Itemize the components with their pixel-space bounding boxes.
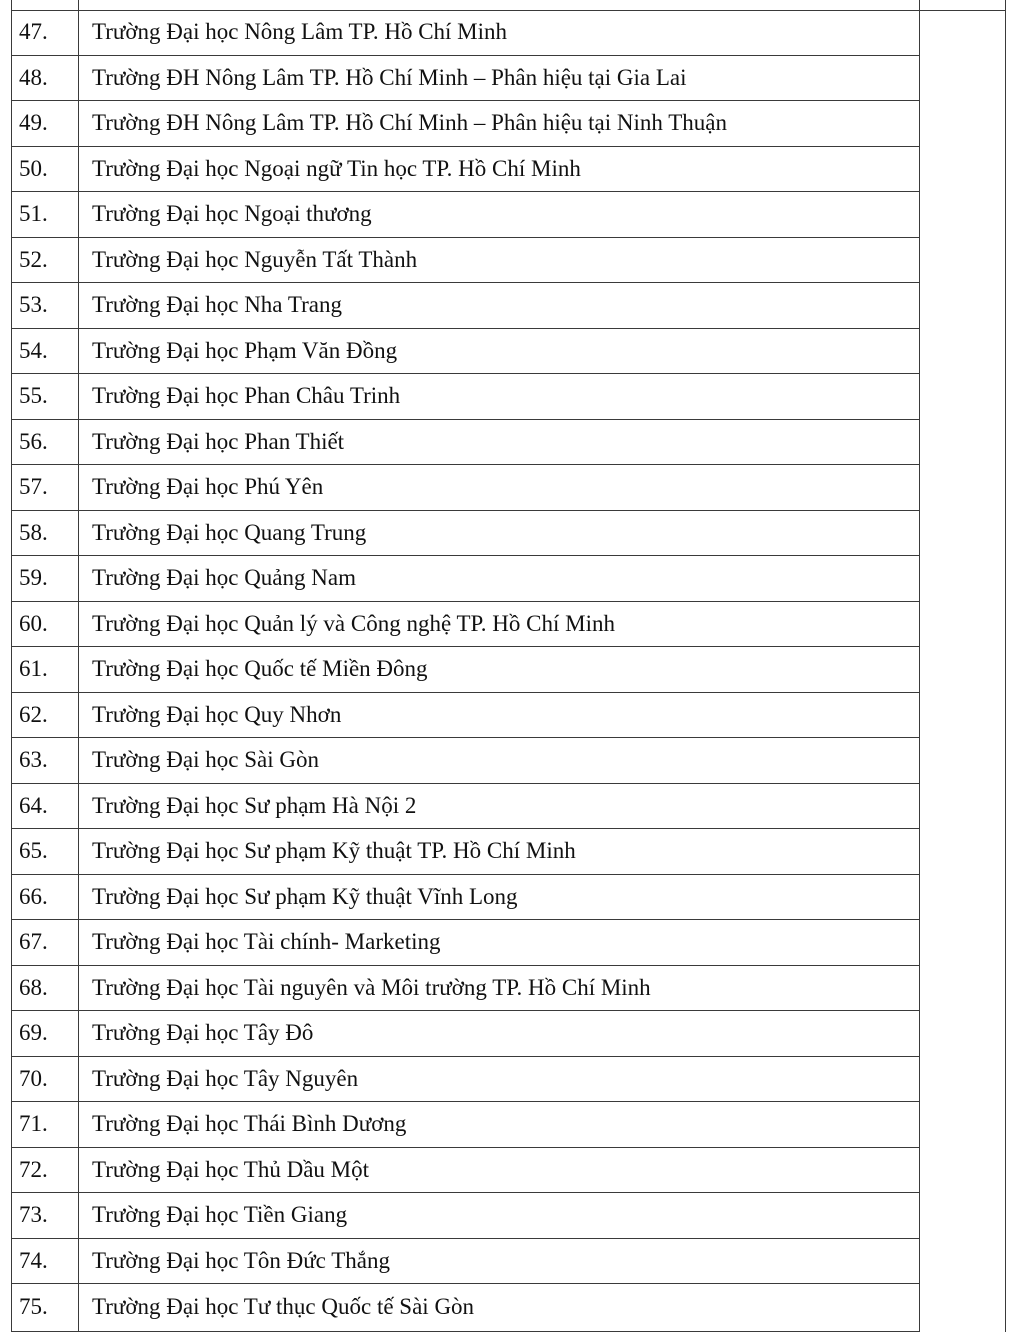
row-number: 72. (19, 1156, 48, 1182)
university-name: Trường Đại học Ngoại thương (92, 201, 372, 227)
university-name: Trường Đại học Tài nguyên và Môi trường TP. Hồ Chí Minh (92, 974, 651, 1000)
university-name: Trường Đại học Quang Trung (92, 519, 367, 545)
row-number: 55. (19, 383, 48, 409)
table-row (11, 238, 920, 284)
row-number: 54. (19, 337, 48, 363)
table-row (11, 829, 920, 875)
university-name: Trường Đại học Nha Trang (92, 292, 342, 318)
university-name: Trường Đại học Sư phạm Kỹ thuật Vĩnh Long (92, 883, 518, 909)
row-number: 71. (19, 1111, 48, 1137)
row-number: 57. (19, 474, 48, 500)
table-row (11, 101, 920, 147)
row-number: 61. (19, 656, 48, 682)
university-name: Trường ĐH Nông Lâm TP. Hồ Chí Minh – Phân hiệu tại Gia Lai (78, 56, 920, 101)
row-number: 53. (19, 292, 48, 318)
row-number: 65. (19, 838, 48, 864)
table-row (11, 56, 920, 102)
table-row (11, 1102, 920, 1148)
university-name: Trường Đại học Tiền Giang (92, 1202, 348, 1228)
table-row (11, 329, 920, 375)
university-name: Trường Đại học Phan Thiết (92, 428, 345, 454)
table-bottom-border (11, 1331, 920, 1332)
table-row (11, 374, 920, 420)
table-row (11, 1193, 920, 1239)
table-row (11, 738, 920, 784)
row-number: 67. (19, 929, 48, 955)
university-name: Trường Đại học Nguyễn Tất Thành (92, 246, 418, 272)
university-name: Trường Đại học Thái Bình Dương (92, 1111, 407, 1137)
university-name: Trường Đại học Phú Yên (92, 474, 324, 500)
table-row (11, 147, 920, 193)
row-number: 64. (19, 792, 48, 818)
table-row (11, 1011, 920, 1057)
table-row (11, 784, 920, 830)
table-row (11, 511, 920, 557)
university-name: Trường Đại học Sài Gòn (92, 747, 319, 773)
table-row (11, 1239, 920, 1285)
row-number: 74. (19, 1247, 48, 1273)
row-number: 50. (19, 155, 48, 181)
table-row (11, 966, 920, 1012)
university-name: Trường Đại học Tây Đô (92, 1020, 314, 1046)
university-name: Trường Đại học Phan Châu Trinh (92, 383, 401, 409)
row-number: 56. (19, 428, 48, 454)
university-name: Trường Đại học Tây Nguyên (92, 1065, 359, 1091)
row-number: 70. (19, 1065, 48, 1091)
row-number: 63. (19, 747, 48, 773)
table-row (11, 465, 920, 511)
row-number: 66. (19, 883, 48, 909)
university-name: Trường Đại học Tài chính- Marketing (92, 929, 441, 955)
university-name: Trường Đại học Quảng Nam (92, 565, 356, 591)
row-number: 69. (19, 1020, 48, 1046)
table-row (11, 647, 920, 693)
table-right-border (1005, 0, 1006, 1332)
row-number: 59. (19, 565, 48, 591)
university-name: Trường Đại học Ngoại ngữ Tin học TP. Hồ Chí Minh (92, 155, 581, 181)
row-number: 48. (19, 64, 48, 90)
row-number: 49. (19, 110, 48, 136)
table-row (11, 10, 920, 56)
university-name: Trường Đại học Sư phạm Hà Nội 2 (92, 792, 417, 818)
table-row (11, 1284, 920, 1330)
table-row (11, 283, 920, 329)
row-number: 62. (19, 701, 48, 727)
university-name: Trường Đại học Quốc tế Miền Đông (92, 656, 428, 682)
university-name: Trường Đại học Nông Lâm TP. Hồ Chí Minh (92, 19, 508, 45)
row-number: 47. (19, 19, 48, 45)
university-name: Trường ĐH Nông Lâm TP. Hồ Chí Minh – Phân hiệu tại Ninh Thuận (78, 101, 920, 146)
university-name: Trường Đại học Tôn Đức Thắng (92, 1247, 390, 1273)
row-number: 60. (19, 610, 48, 636)
university-name: Trường Đại học Quản lý và Công nghệ TP. Hồ Chí Minh (92, 610, 615, 636)
row-number: 52. (19, 246, 48, 272)
table-row (11, 1057, 920, 1103)
row-number: 58. (19, 519, 48, 545)
table-row (11, 602, 920, 648)
university-name: Trường Đại học Phạm Văn Đồng (92, 337, 398, 363)
university-name: Trường Đại học Thủ Dầu Một (92, 1156, 369, 1182)
table-row (11, 420, 920, 466)
table-row (11, 1148, 920, 1194)
university-name: Trường Đại học Tư thục Quốc tế Sài Gòn (92, 1293, 475, 1319)
table-row (11, 556, 920, 602)
row-number: 51. (19, 201, 48, 227)
table-row (11, 693, 920, 739)
table-body (11, 10, 920, 1330)
table-row (11, 192, 920, 238)
row-number: 75. (19, 1293, 48, 1319)
table-row (11, 875, 920, 921)
row-number: 68. (19, 974, 48, 1000)
university-name: Trường Đại học Quy Nhơn (92, 701, 342, 727)
university-name: Trường Đại học Sư phạm Kỹ thuật TP. Hồ Chí Minh (92, 838, 576, 864)
row-number: 73. (19, 1202, 48, 1228)
table-row (11, 920, 920, 966)
